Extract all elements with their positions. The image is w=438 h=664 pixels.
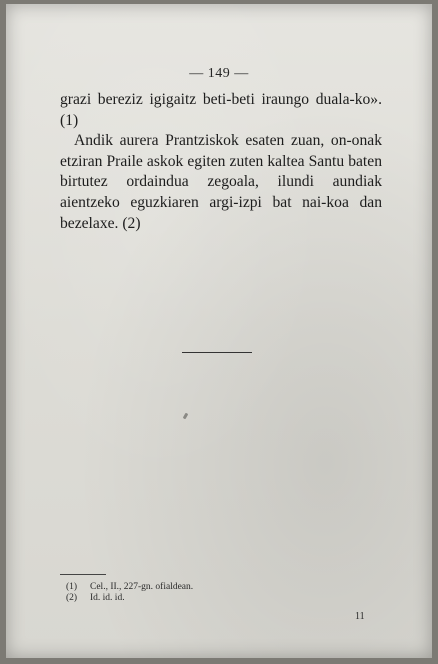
paragraph: grazi bereziz igigaitz beti-beti iraungo duala-ko». (1) [60, 91, 382, 129]
page-number: — 149 — [189, 66, 249, 81]
footnote-mark: (1) [66, 582, 78, 592]
section-divider [182, 352, 252, 353]
footnote-rule [60, 574, 106, 575]
paper-speck [183, 413, 189, 420]
footnote [66, 593, 326, 604]
footnotes [66, 582, 326, 603]
footnote-text: Cel., II., 227-gn. ofialdean. [90, 582, 194, 592]
footnote [66, 582, 326, 593]
footnote-text: Id. id. id. [90, 592, 125, 603]
signature-mark: 11 [355, 611, 365, 622]
footnote-mark: (2) [66, 592, 78, 603]
body-text [60, 90, 382, 234]
book-page [6, 4, 432, 658]
paragraph: Andik aurera Prantziskok esaten zuan, on-onak etziran Praile askok egiten zuten kaltea Santu baten birtutez ordaindua zegoala, ilundi aundiak aientzeko eguzkiaren argi-izpi bat nai-koa dan bezelaxe. (2) [60, 132, 382, 232]
